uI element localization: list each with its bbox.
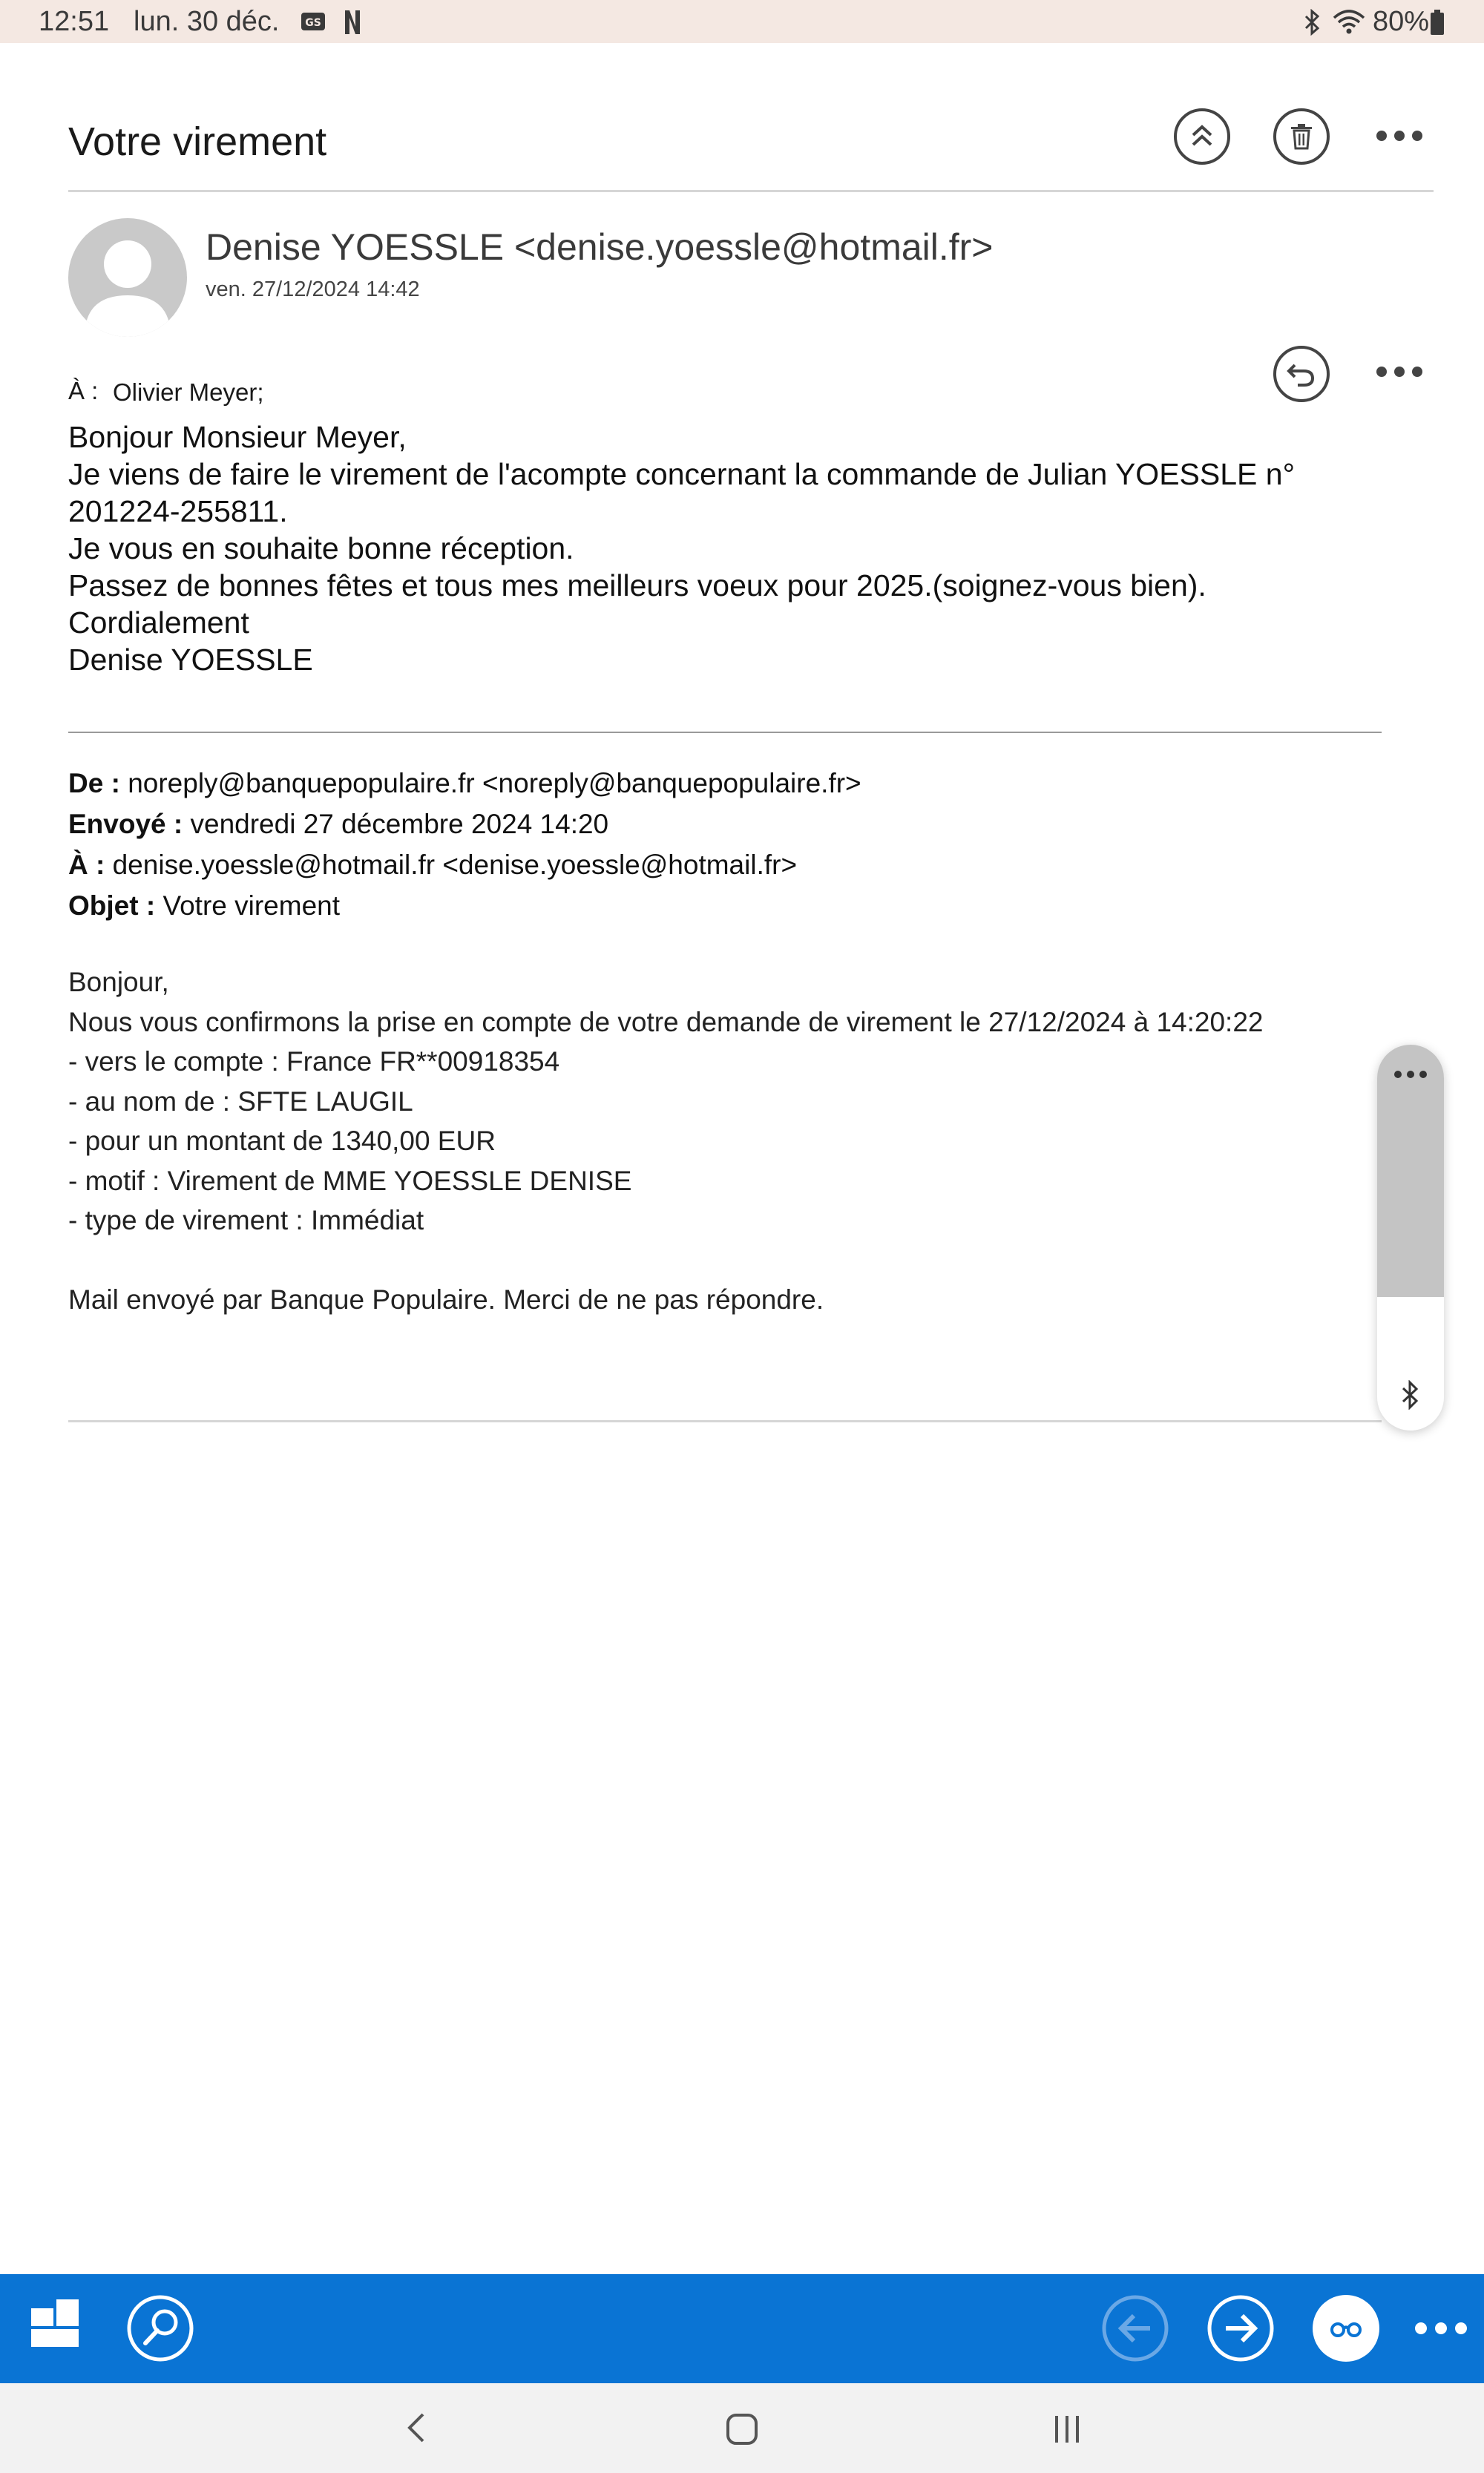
avatar — [68, 218, 187, 337]
sent-value: vendredi 27 décembre 2024 14:20 — [190, 809, 609, 839]
home-icon[interactable] — [726, 2413, 758, 2446]
bank-line — [68, 1241, 1263, 1280]
bottom-toolbar — [0, 2274, 1484, 2383]
bluetooth-icon — [1303, 9, 1322, 36]
bank-line: - motif : Virement de MME YOESSLE DENISE — [68, 1165, 632, 1196]
apps-icon[interactable] — [30, 2298, 82, 2350]
email-subject: Votre virement — [68, 119, 327, 164]
more-icon[interactable] — [1414, 2322, 1468, 2335]
bluetooth-icon[interactable] — [1400, 1380, 1421, 1410]
end-divider — [68, 1420, 1382, 1422]
battery-icon — [1429, 9, 1445, 36]
status-bar — [0, 0, 1484, 43]
battery-percent: 80% — [1373, 6, 1430, 37]
gs-app-icon — [301, 12, 326, 31]
bank-line: Mail envoyé par Banque Populaire. Merci de ne pas répondre. — [68, 1284, 824, 1315]
forward-divider — [68, 732, 1382, 733]
collapse-up-icon — [1189, 122, 1215, 151]
status-date: lun. 30 déc. — [134, 6, 280, 37]
status-time: 12:51 — [39, 6, 110, 37]
fwd-to-label: À : — [68, 850, 105, 880]
from-label: De : — [68, 768, 120, 798]
bank-line: - type de virement : Immédiat — [68, 1205, 424, 1235]
body-line: Denise YOESSLE — [68, 643, 313, 677]
svg-text:GS: GS — [305, 17, 321, 29]
subject-label: Objet : — [68, 890, 156, 921]
bank-line: - pour un montant de 1340,00 EUR — [68, 1126, 496, 1156]
delete-button[interactable] — [1273, 108, 1330, 165]
more-actions-button[interactable] — [1376, 131, 1422, 141]
reading-mode-icon[interactable] — [1312, 2294, 1380, 2362]
body-line: Cordialement — [68, 605, 249, 640]
bank-line: - au nom de : SFTE LAUGIL — [68, 1086, 413, 1117]
more-icon — [1376, 367, 1387, 377]
bank-line: Nous vous confirmons la prise en compte de votre demande de virement le 27/12/2024 à 14:20:22 — [68, 1006, 1264, 1037]
sent-date: ven. 27/12/2024 14:42 — [206, 277, 420, 301]
previous-icon[interactable] — [1101, 2294, 1169, 2362]
to-recipient[interactable]: Olivier Meyer; — [113, 378, 264, 406]
delete-icon — [1288, 122, 1315, 151]
from-value: noreply@banquepopulaire.fr <noreply@banquepopulaire.fr> — [128, 768, 861, 798]
next-icon[interactable] — [1206, 2294, 1275, 2362]
recents-icon[interactable] — [1052, 2413, 1082, 2446]
body-line: 201224-255811. — [68, 494, 288, 528]
collapse-up-button[interactable] — [1174, 108, 1230, 165]
to-label: À : — [68, 377, 99, 404]
more-icon[interactable] — [1393, 1070, 1428, 1079]
back-icon[interactable] — [405, 2411, 427, 2444]
reply-button[interactable] — [1273, 346, 1330, 402]
netflix-icon — [343, 9, 362, 36]
email-body — [68, 418, 1389, 678]
body-line: Je viens de faire le virement de l'acompte concernant la commande de Julian YOESSLE n° — [68, 457, 1295, 491]
more-icon — [1376, 131, 1387, 141]
body-line: Je vous en souhaite bonne réception. — [68, 531, 574, 565]
header-divider — [68, 190, 1434, 192]
message-more-button[interactable] — [1376, 367, 1422, 377]
system-navigation-bar — [0, 2383, 1484, 2473]
bank-line: Bonjour, — [68, 967, 169, 997]
forwarded-body — [68, 962, 1263, 1319]
body-line: Bonjour Monsieur Meyer, — [68, 420, 407, 454]
wifi-icon — [1333, 9, 1365, 34]
edge-panel[interactable] — [1377, 1045, 1444, 1431]
search-icon[interactable] — [126, 2294, 194, 2362]
reply-icon — [1286, 359, 1317, 389]
edge-panel-handle[interactable] — [1377, 1045, 1444, 1297]
bank-line: - vers le compte : France FR**00918354 — [68, 1046, 560, 1077]
body-line: Passez de bonnes fêtes et tous mes meilleurs voeux pour 2025.(soignez-vous bien). — [68, 568, 1206, 602]
fwd-to-value: denise.yoessle@hotmail.fr <denise.yoessle@hotmail.fr> — [112, 850, 798, 880]
sent-label: Envoyé : — [68, 809, 183, 839]
forwarded-header — [68, 763, 861, 926]
subject-value: Votre virement — [162, 890, 341, 921]
sender-name: Denise YOESSLE <denise.yoessle@hotmail.fr> — [206, 226, 994, 268]
